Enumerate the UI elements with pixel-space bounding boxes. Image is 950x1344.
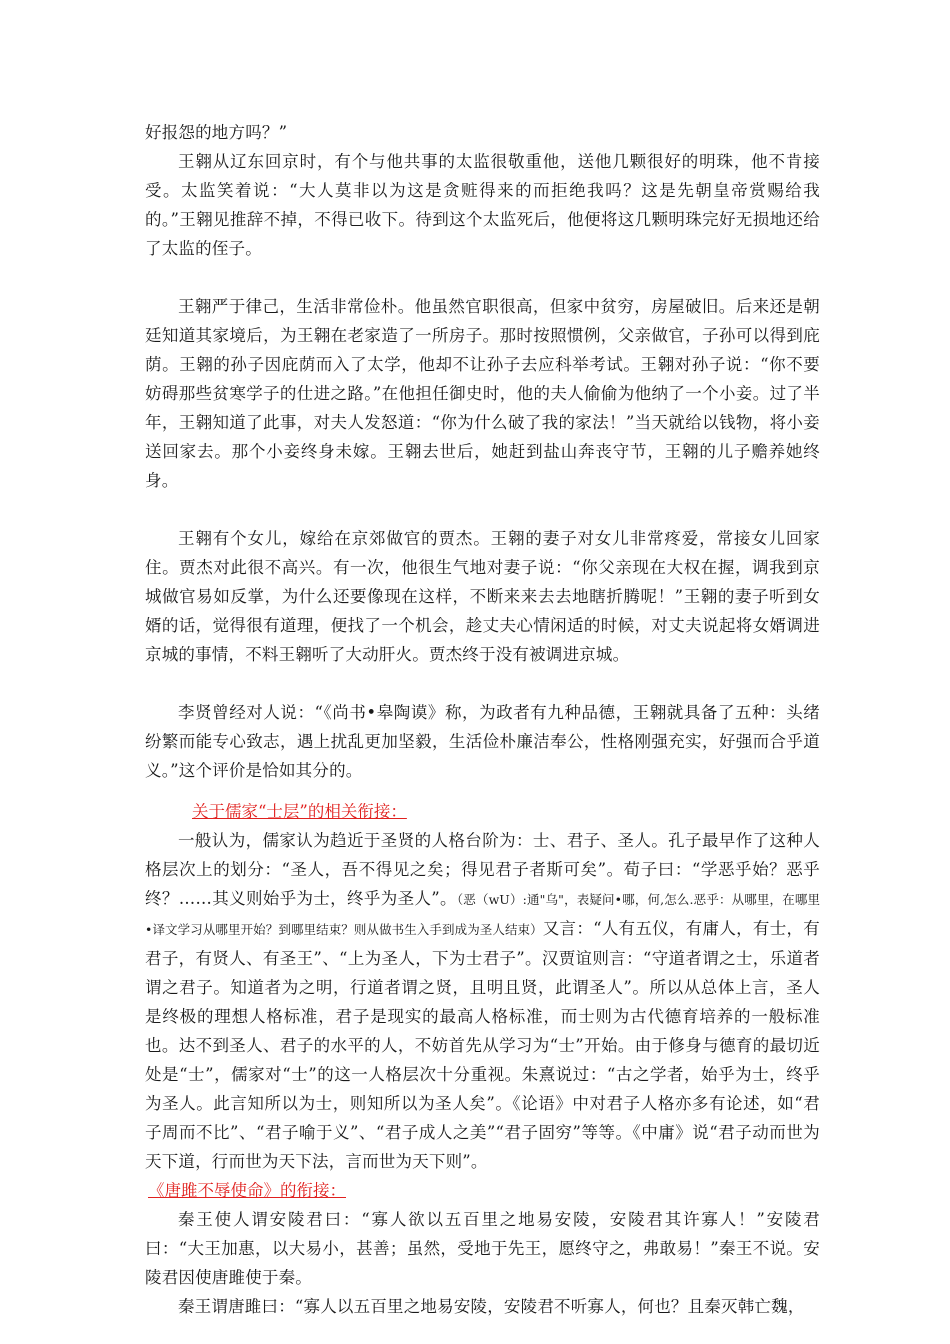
document-page: [145, 118, 820, 1321]
paragraph-continuation: 好报怨的地方吗？”: [145, 123, 288, 142]
paragraph-confucian-levels-text-b: 又言：“人有五仪，有庸人，有士，有君子，有贤人、有圣王”、“上为圣人，下为士君子”。汉贾谊则言：“守道者谓之士，乐道者谓之君子。知道者为之明，行道者谓之贤，且明且贤，此谓圣人”。所以从总体上言，圣人是终极的理想人格标准，君子是现实的最高人格标准，而士则为古代德育培养的一般标准也。达不到圣人、君子的水平的人，不妨首先从学习为“士”开始。由于修身与德育的最切近处是“士”，儒家对“士”的这一人格层次十分重视。朱熹说过：“古之学者，始乎为士，终乎为圣人。此言知所以为士，则知所以为圣人矣”。《论语》中对君子人格亦多有论述，如“君子周而不比”、“君子喻于义”、“君子成人之美”“君子固穷”等等。《中庸》说“君子动而世为天下道，行而世为天下法，言而世为天下则”。: [145, 919, 820, 1171]
paragraph-gap: [145, 495, 820, 524]
section-heading-confucian-shi: 关于儒家“士层”的相关衔接：: [192, 802, 407, 821]
section-heading-tang-ju: 《唐雎不辱使命》的衔接：: [148, 1181, 346, 1200]
annotation-note: （恶（wU）:通"乌"，表疑问•哪，何,怎么.恶乎：从哪里，在哪里•译文学习从哪里开始？到哪里结束？则从做书生入手到成为圣人结束）: [145, 892, 820, 937]
paragraph-gap: [145, 669, 820, 698]
paragraph-daughter: 王翱有个女儿，嫁给在京郊做官的贾杰。王翱的妻子对女儿非常疼爱，常接女儿回家住。贾杰对此很不高兴。有一次，他很生气地对妻子说：“你父亲现在大权在握，调我到京城做官易如反掌，为什么还要像现在这样，不断来来去去地瞎折腾呢！”王翱的妻子听到女婿的话，觉得很有道理，便找了一个机会，趁丈夫心情闲适的时候，对丈夫说起将女婿调进京城的事情，不料王翱听了大动肝火。贾杰终于没有被调进京城。: [145, 529, 820, 664]
paragraph-qin-king-tang-ju: 秦王谓唐雎曰：“寡人以五百里之地易安陵，安陵君不听寡人，何也？且秦灭韩亡魏，: [178, 1297, 805, 1316]
paragraph-gap: [145, 785, 820, 797]
paragraph-frugality: 王翱严于律己，生活非常俭朴。他虽然官职很高，但家中贫穷，房屋破旧。后来还是朝廷知道其家境后，为王翱在老家造了一所房子。那时按照惯例，父亲做官，子孙可以得到庇荫。王翱的孙子因庇荫而入了太学，他却不让孙子去应科举考试。王翱对孙子说：“你不要妨碍那些贫寒学子的仕进之路。”在他担任御史时，他的夫人偷偷为他纳了一个小妾。过了半年，王翱知道了此事，对夫人发怒道：“你为什么破了我的家法！”当天就给以钱物，将小妾送回家去。那个小妾终身未嫁。王翱去世后，她赶到盐山奔丧守节，王翱的儿子赡养她终身。: [145, 297, 820, 490]
paragraph-confucian-levels-text-a: 一般认为，儒家认为趋近于圣贤的人格台阶为：士、君子、圣人。孔子最早作了这种人格层次上的划分：“圣人，吾不得见之矣；得见君子者斯可矣”。荀子曰：“学恶乎始？恶乎终？……其义则始乎为士，终乎为圣人”。: [145, 831, 820, 908]
paragraph-li-xian: 李贤曾经对人说：“《尚书•皋陶谟》称，为政者有九种品德，王翱就具备了五种：头绪纷繁而能专心致志，遇上扰乱更加坚毅，生活俭朴廉洁奉公，性格刚强充实，好强而合乎道义。”这个评价是恰如其分的。: [145, 703, 820, 780]
paragraph-gap: [145, 263, 820, 292]
paragraph-confucian-levels: [145, 826, 820, 1176]
paragraph-pearls: 王翱从辽东回京时，有个与他共事的太监很敬重他，送他几颗很好的明珠，他不肯接受。太监笑着说：“大人莫非以为这是贪赃得来的而拒绝我吗？这是先朝皇帝赏赐给我的。”王翱见推辞不掉，不得已收下。待到这个太监死后，他便将这几颗明珠完好无损地还给了太监的侄子。: [145, 152, 820, 258]
paragraph-qin-king-envoy: 秦王使人谓安陵君曰：“寡人欲以五百里之地易安陵，安陵君其许寡人！”安陵君曰：“大王加惠，以大易小，甚善；虽然，受地于先王，愿终守之，弗敢易！”秦王不说。安陵君因使唐雎使于秦。: [145, 1210, 820, 1287]
